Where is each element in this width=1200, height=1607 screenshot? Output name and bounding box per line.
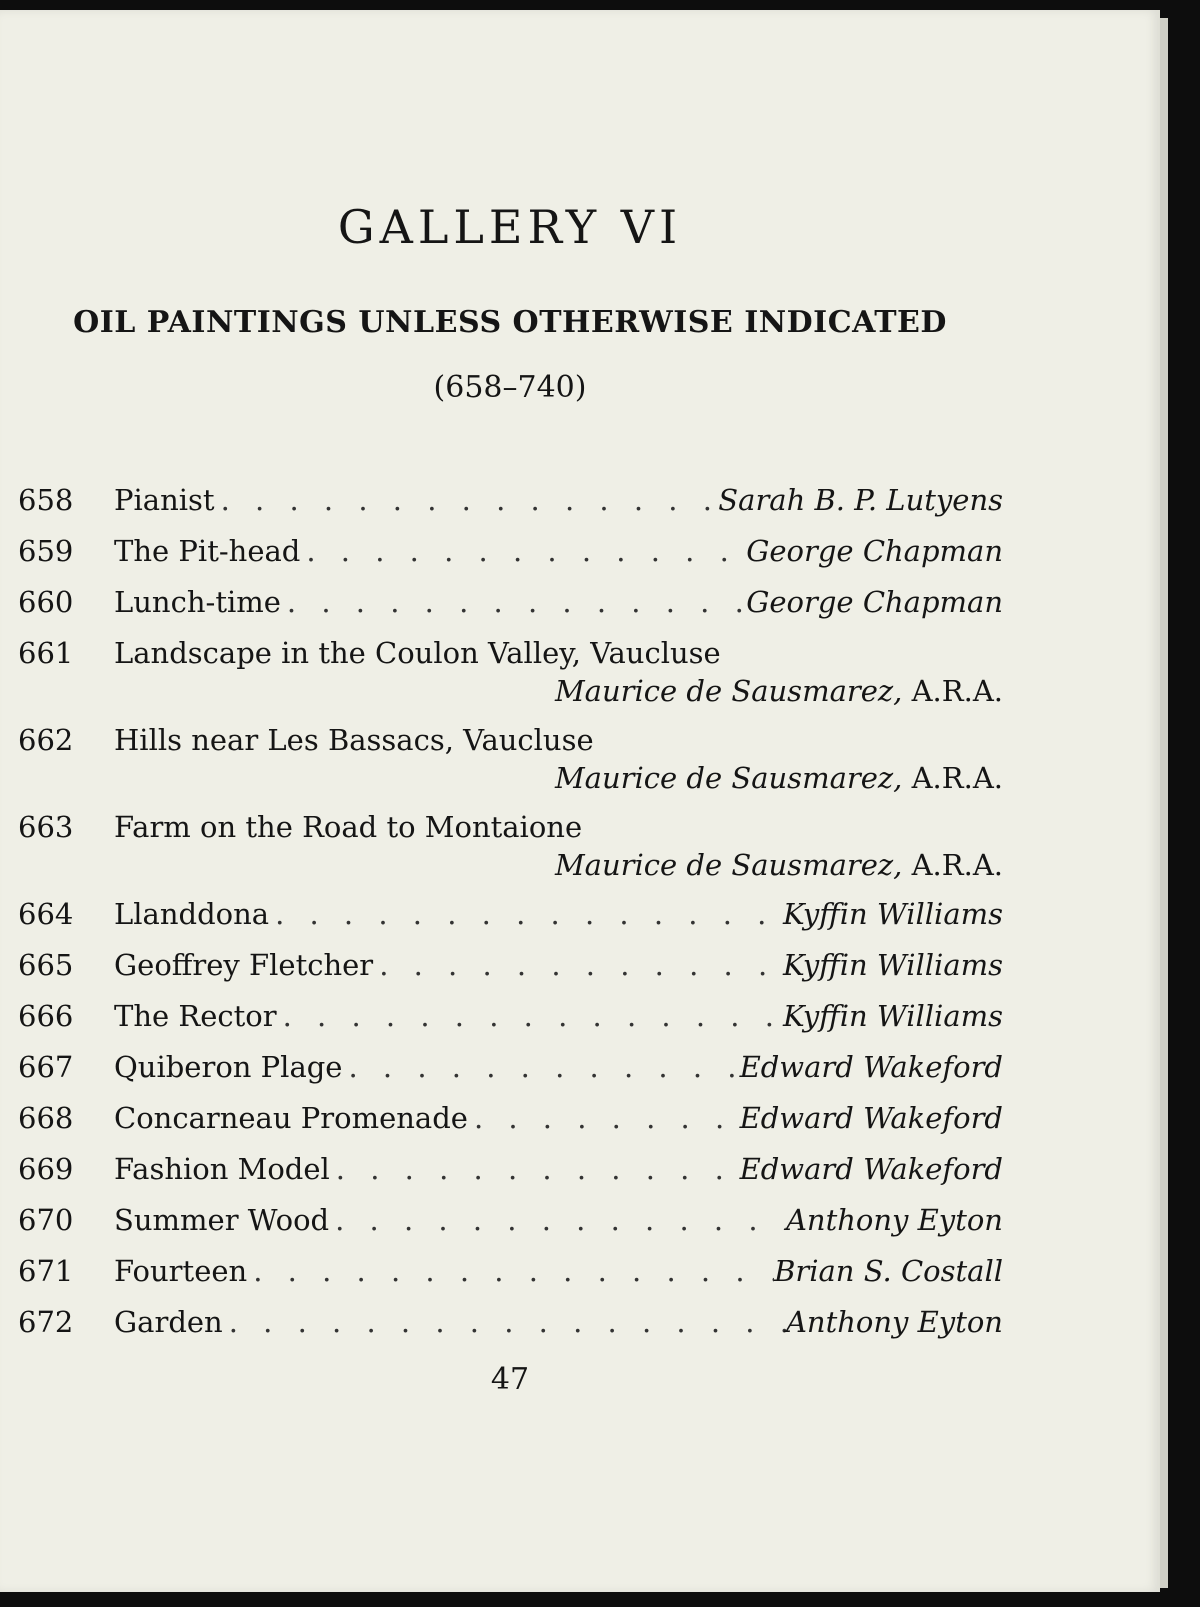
page-number: 47	[490, 1362, 530, 1397]
catalogue-entry	[18, 723, 1003, 810]
entry-number: 665	[18, 948, 74, 982]
entry-title: Lunch-time	[114, 585, 281, 619]
entry-number: 659	[18, 534, 74, 568]
dot-leader	[329, 1203, 786, 1237]
entry-honours: A.R.A.	[911, 761, 1003, 795]
catalogue-entry	[18, 1050, 1003, 1101]
entry-number: 660	[18, 585, 74, 619]
catalogue-entry	[18, 948, 1003, 999]
entry-title: Llanddona	[114, 897, 270, 931]
entry-number: 661	[18, 636, 74, 670]
entry-title: Geoffrey Fletcher	[114, 948, 374, 982]
dot-leader	[215, 483, 719, 517]
entry-number: 669	[18, 1152, 74, 1186]
entry-artist: George Chapman	[746, 585, 1003, 619]
entry-artist: George Chapman	[746, 534, 1003, 568]
entry-title: Fashion Model	[114, 1152, 330, 1186]
dot-leader	[277, 999, 783, 1033]
entry-number: 666	[18, 999, 74, 1033]
dot-leader	[247, 1254, 774, 1288]
entry-artist: Anthony Eyton	[785, 1305, 1003, 1339]
entry-title: Hills near Les Bassacs, Vaucluse	[114, 723, 594, 757]
entry-number: 664	[18, 897, 74, 931]
entry-number: 672	[18, 1305, 74, 1339]
catalogue-entry	[18, 1305, 1003, 1356]
entry-number: 670	[18, 1203, 74, 1237]
catalogue-entry	[18, 1101, 1003, 1152]
entry-title: Fourteen	[114, 1254, 248, 1288]
entry-artist: Brian S. Costall	[774, 1254, 1003, 1288]
dot-leader	[300, 534, 746, 568]
entry-artist: Anthony Eyton	[785, 1203, 1003, 1237]
catalogue-entry	[18, 897, 1003, 948]
entry-artist: Maurice de Sausmarez,	[554, 674, 903, 708]
catalogue-entries	[18, 483, 1003, 1356]
dot-leader	[342, 1050, 739, 1084]
section-subtitle: OIL PAINTINGS UNLESS OTHERWISE INDICATED	[73, 305, 947, 340]
dot-leader	[373, 948, 783, 982]
catalogue-entry	[18, 483, 1003, 534]
entry-artist: Edward Wakeford	[739, 1152, 1003, 1186]
catalogue-range: (658–740)	[433, 370, 587, 405]
entry-number: 663	[18, 810, 74, 844]
dot-leader	[223, 1305, 786, 1339]
catalogue-entry	[18, 534, 1003, 585]
catalogue-entry	[18, 810, 1003, 897]
entry-honours: A.R.A.	[911, 848, 1003, 882]
gallery-title: GALLERY VI	[337, 200, 683, 254]
entry-artist: Edward Wakeford	[739, 1101, 1003, 1135]
catalogue-entry	[18, 1254, 1003, 1305]
entry-title: The Rector	[114, 999, 277, 1033]
entry-honours: A.R.A.	[911, 674, 1003, 708]
entry-artist: Maurice de Sausmarez,	[554, 761, 903, 795]
catalogue-entry	[18, 1152, 1003, 1203]
catalogue-entry	[18, 636, 1003, 723]
dot-leader	[468, 1101, 740, 1135]
entry-title: Quiberon Plage	[114, 1050, 343, 1084]
entry-number: 668	[18, 1101, 74, 1135]
entry-number: 671	[18, 1254, 74, 1288]
catalogue-entry	[18, 999, 1003, 1050]
entry-title: Landscape in the Coulon Valley, Vaucluse	[114, 636, 721, 670]
entry-number: 662	[18, 723, 74, 757]
dot-leader	[269, 897, 783, 931]
entry-title: Concarneau Promenade	[114, 1101, 468, 1135]
entry-artist: Kyffin Williams	[783, 897, 1003, 931]
entry-artist: Maurice de Sausmarez,	[554, 848, 903, 882]
entry-number: 667	[18, 1050, 74, 1084]
entry-title: Farm on the Road to Montaione	[114, 810, 583, 844]
catalogue-entry	[18, 585, 1003, 636]
page-edge	[1160, 18, 1168, 1588]
entry-title: The Pit-head	[114, 534, 301, 568]
entry-artist: Sarah B. P. Lutyens	[718, 483, 1003, 517]
entry-title: Summer Wood	[114, 1203, 330, 1237]
entry-artist: Kyffin Williams	[783, 999, 1003, 1033]
dot-leader	[281, 585, 746, 619]
entry-title: Garden	[114, 1305, 223, 1339]
catalogue-entry	[18, 1203, 1003, 1254]
dot-leader	[330, 1152, 740, 1186]
entry-title: Pianist	[114, 483, 215, 517]
entry-artist: Edward Wakeford	[739, 1050, 1003, 1084]
entry-number: 658	[18, 483, 74, 517]
entry-artist: Kyffin Williams	[783, 948, 1003, 982]
